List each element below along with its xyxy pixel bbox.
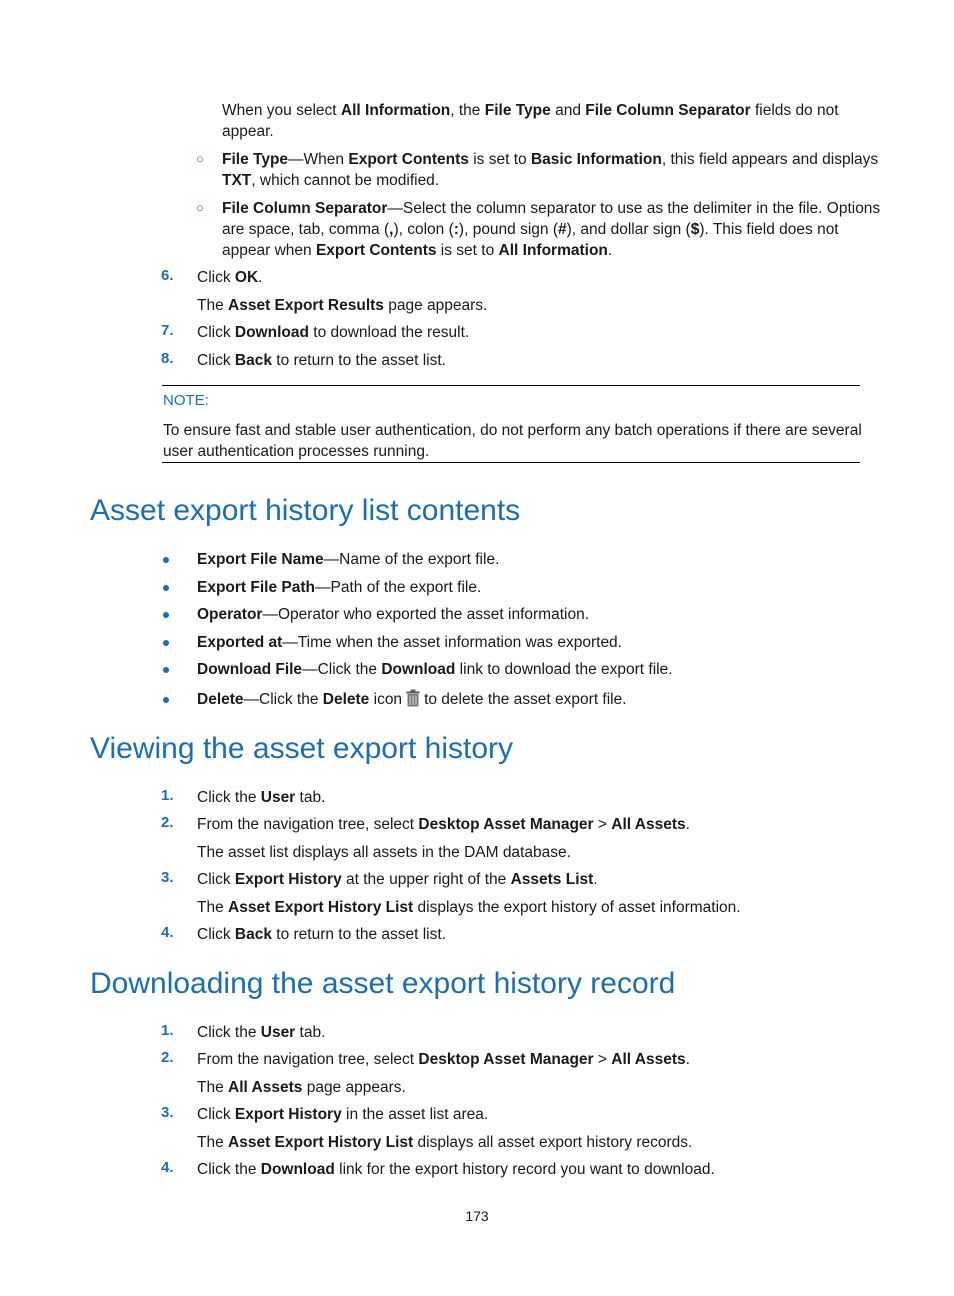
list-item: Download File—Click the Download link to download the export file. bbox=[197, 661, 673, 678]
sub-bullet-separator: File Column Separator—Select the column separator to use as the delimiter in the file. Options bbox=[222, 200, 881, 217]
step-8: Click Back to return to the asset list. bbox=[197, 352, 446, 369]
sub-bullet-separator-cont: are space, tab, comma (,), colon (:), pound sign (#), and dollar sign ($). This field does not bbox=[222, 221, 839, 238]
sub-bullet-separator-cont2: appear when Export Contents is set to All Information. bbox=[222, 242, 613, 259]
step-number: 2. bbox=[161, 814, 174, 831]
section-heading: Downloading the asset export history record bbox=[90, 967, 676, 1000]
step-number: 1. bbox=[161, 1022, 174, 1039]
step-number: 7. bbox=[161, 322, 174, 339]
note-bottom-rule bbox=[162, 462, 860, 463]
step-4: Click the Download link for the export history record you want to download. bbox=[197, 1161, 715, 1178]
step-2-result: The asset list displays all assets in the DAM database. bbox=[197, 844, 571, 861]
circle-bullet-icon: ○ bbox=[196, 151, 204, 166]
bullet-icon bbox=[163, 697, 169, 703]
step-number: 8. bbox=[161, 350, 174, 367]
bullet-icon bbox=[163, 557, 169, 563]
step-3-result: The Asset Export History List displays the export history of asset information. bbox=[197, 899, 741, 916]
step-number: 4. bbox=[161, 924, 174, 941]
note-top-rule bbox=[162, 385, 860, 386]
step-2: From the navigation tree, select Desktop Asset Manager > All Assets. bbox=[197, 1051, 690, 1068]
list-item: Delete—Click the Delete icon to delete the asset export file. bbox=[197, 689, 627, 713]
step-number: 6. bbox=[161, 267, 174, 284]
note-text: To ensure fast and stable user authentication, do not perform any batch operations if there are several bbox=[163, 422, 862, 439]
bullet-icon bbox=[163, 640, 169, 646]
list-item: Exported at—Time when the asset information was exported. bbox=[197, 634, 622, 651]
sub-bullet-file-type-cont: TXT, which cannot be modified. bbox=[222, 172, 440, 189]
step-number: 2. bbox=[161, 1049, 174, 1066]
list-item: Export File Path—Path of the export file. bbox=[197, 579, 482, 596]
step-number: 1. bbox=[161, 787, 174, 804]
circle-bullet-icon: ○ bbox=[196, 200, 204, 215]
step-7: Click Download to download the result. bbox=[197, 324, 470, 341]
section-heading: Viewing the asset export history bbox=[90, 732, 514, 765]
section-heading: Asset export history list contents bbox=[90, 494, 521, 527]
step-6-result: The Asset Export Results page appears. bbox=[197, 297, 488, 314]
step-1: Click the User tab. bbox=[197, 789, 326, 806]
step-1: Click the User tab. bbox=[197, 1024, 326, 1041]
paragraph-cont: appear. bbox=[222, 123, 274, 140]
paragraph: When you select All Information, the File Type and File Column Separator fields do not bbox=[222, 102, 839, 119]
bullet-icon bbox=[163, 612, 169, 618]
step-3-result: The Asset Export History List displays all asset export history records. bbox=[197, 1134, 693, 1151]
step-number: 3. bbox=[161, 1104, 174, 1121]
note-label: NOTE: bbox=[163, 392, 209, 409]
step-number: 3. bbox=[161, 869, 174, 886]
list-item: Export File Name—Name of the export file. bbox=[197, 551, 500, 568]
step-4: Click Back to return to the asset list. bbox=[197, 926, 446, 943]
sub-bullet-file-type: File Type—When Export Contents is set to Basic Information, this field appears and displays bbox=[222, 151, 879, 168]
bullet-icon bbox=[163, 667, 169, 673]
bullet-icon bbox=[163, 585, 169, 591]
page-number: 173 bbox=[465, 1208, 489, 1224]
step-2: From the navigation tree, select Desktop Asset Manager > All Assets. bbox=[197, 816, 690, 833]
trash-icon bbox=[406, 689, 420, 713]
note-text-cont: user authentication processes running. bbox=[163, 443, 430, 460]
step-3: Click Export History at the upper right of the Assets List. bbox=[197, 871, 598, 888]
step-2-result: The All Assets page appears. bbox=[197, 1079, 406, 1096]
step-number: 4. bbox=[161, 1159, 174, 1176]
step-3: Click Export History in the asset list area. bbox=[197, 1106, 489, 1123]
step-6: Click OK. bbox=[197, 269, 263, 286]
list-item: Operator—Operator who exported the asset information. bbox=[197, 606, 589, 623]
